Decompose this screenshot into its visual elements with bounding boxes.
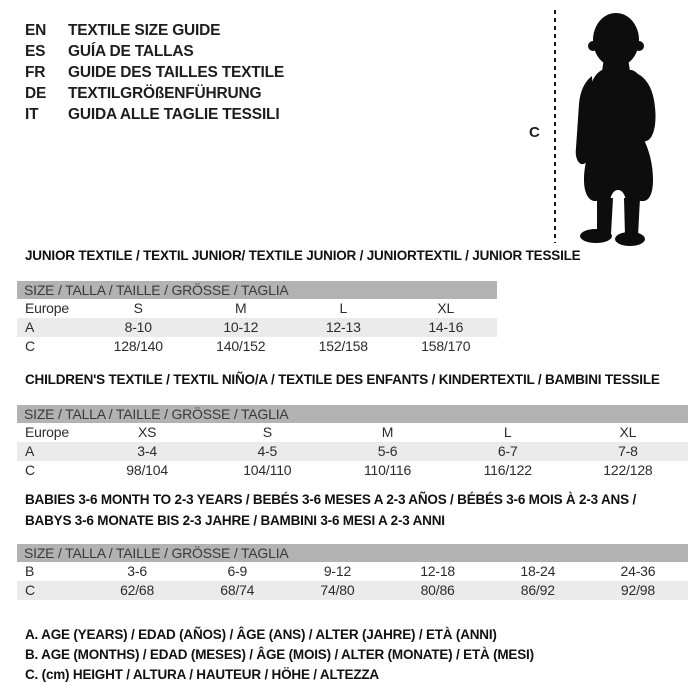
table-row-b (17, 562, 688, 581)
cell-value: S (262, 424, 272, 440)
language-title-list (25, 20, 284, 125)
row-label: B (25, 563, 35, 579)
cell-value: 152/158 (318, 338, 368, 354)
language-code: ES (25, 42, 46, 60)
childrens-textile-title: CHILDREN'S TEXTILE / TEXTIL NIÑO/A / TEXTILE DES ENFANTS / KINDERTEXTIL / BAMBINI TESSILE (25, 372, 660, 387)
babies-textile-section (17, 492, 688, 600)
cell-value: 80/86 (420, 582, 455, 598)
cell-value: M (381, 424, 394, 440)
size-header-bar: SIZE / TALLA / TAILLE / GRÖSSE / TAGLIA (17, 405, 688, 423)
row-label: C (25, 582, 35, 598)
cell-value: 3-6 (127, 563, 147, 579)
row-label: Europe (25, 300, 69, 316)
language-label: TEXTILGRÖßENFÜHRUNG (68, 84, 262, 102)
table-row-c (17, 337, 497, 356)
cell-value: 92/98 (620, 582, 655, 598)
junior-textile-title: JUNIOR TEXTILE / TEXTIL JUNIOR/ TEXTILE JUNIOR / JUNIORTEXTIL / JUNIOR TESSILE (25, 248, 581, 263)
cell-value: 86/92 (520, 582, 555, 598)
cell-value: 98/104 (126, 462, 168, 478)
row-label: C (25, 338, 35, 354)
childrens-textile-section (17, 372, 688, 480)
legend-line-a: A. AGE (YEARS) / EDAD (AÑOS) / ÂGE (ANS) / ALTER (JAHRE) / ETÀ (ANNI) (25, 627, 497, 642)
language-code: FR (25, 63, 46, 81)
row-label: Europe (25, 424, 69, 440)
babies-textile-title-line2: BABYS 3-6 MONATE BIS 2-3 JAHRE / BAMBINI 3-6 MESI A 2-3 ANNI (25, 513, 445, 528)
language-row-de (25, 83, 284, 104)
cell-value: XS (137, 424, 157, 440)
language-label: GUIDA ALLE TAGLIE TESSILI (68, 105, 280, 123)
language-label: GUÍA DE TALLAS (68, 42, 194, 60)
cell-value: 122/128 (603, 462, 653, 478)
language-label: GUIDE DES TAILLES TEXTILE (68, 63, 285, 81)
cell-value: 12-13 (325, 319, 361, 335)
junior-textile-table (17, 281, 497, 356)
cell-value: 3-4 (137, 443, 157, 459)
language-code: DE (25, 84, 47, 102)
cell-value: XL (437, 300, 455, 316)
table-row-c (17, 461, 688, 480)
table-row-c (17, 581, 688, 600)
babies-textile-title-line1: BABIES 3-6 MONTH TO 2-3 YEARS / BEBÉS 3-6 MESES A 2-3 AÑOS / BÉBÉS 3-6 MOIS À 2-3 ANS / (25, 492, 636, 507)
junior-textile-section (17, 248, 581, 356)
cell-value: 116/122 (483, 462, 532, 478)
cell-value: 4-5 (257, 443, 278, 459)
cell-value: 158/170 (421, 338, 471, 354)
cell-value: 128/140 (113, 338, 163, 354)
cell-value: 5-6 (377, 443, 398, 459)
cell-value: 104/110 (243, 462, 292, 478)
legend-line-b: B. AGE (MONTHS) / EDAD (MESES) / ÂGE (MOIS) / ALTER (MONATE) / ETÀ (MESI) (25, 647, 534, 662)
language-row-fr (25, 62, 284, 83)
cell-value: XL (619, 424, 637, 440)
language-code: IT (25, 105, 39, 123)
cell-value: 110/116 (363, 462, 412, 478)
size-header-bar: SIZE / TALLA / TAILLE / GRÖSSE / TAGLIA (17, 544, 688, 562)
language-code: EN (25, 21, 47, 39)
cell-value: 10-12 (223, 319, 259, 335)
cell-value: L (339, 300, 348, 316)
table-row-europe (17, 299, 497, 318)
cell-value: 62/68 (120, 582, 155, 598)
table-row-a (17, 442, 688, 461)
cell-value: 7-8 (618, 443, 638, 459)
language-row-en (25, 20, 284, 41)
size-header-bar: SIZE / TALLA / TAILLE / GRÖSSE / TAGLIA (17, 281, 497, 299)
cell-value: 6-7 (497, 443, 518, 459)
height-measure-label: C (529, 124, 540, 141)
height-measure-dashed-line (554, 10, 556, 243)
babies-textile-table (17, 544, 688, 600)
cell-value: 24-36 (620, 563, 656, 579)
legend-line-c: C. (cm) HEIGHT / ALTURA / HAUTEUR / HÖHE / ALTEZZA (25, 667, 379, 682)
cell-value: S (133, 300, 143, 316)
childrens-textile-table (17, 405, 688, 480)
cell-value: 9-12 (323, 563, 352, 579)
row-label: C (25, 462, 35, 478)
cell-value: 68/74 (220, 582, 255, 598)
cell-value: 140/152 (216, 338, 266, 354)
cell-value: 14-16 (428, 319, 464, 335)
cell-value: M (235, 300, 247, 316)
cell-value: 6-9 (227, 563, 248, 579)
language-row-es (25, 41, 284, 62)
cell-value: 12-18 (420, 563, 455, 579)
table-row-europe (17, 423, 688, 442)
row-label: A (25, 443, 35, 459)
table-row-a (17, 318, 497, 337)
cell-value: 18-24 (520, 563, 556, 579)
cell-value: L (503, 424, 512, 440)
measure-legend (25, 625, 534, 685)
cell-value: 74/80 (320, 582, 355, 598)
row-label: A (25, 319, 35, 335)
cell-value: 8-10 (124, 319, 152, 335)
language-row-it (25, 104, 284, 125)
language-label: TEXTILE SIZE GUIDE (68, 21, 221, 39)
toddler-silhouette-icon (566, 8, 668, 246)
